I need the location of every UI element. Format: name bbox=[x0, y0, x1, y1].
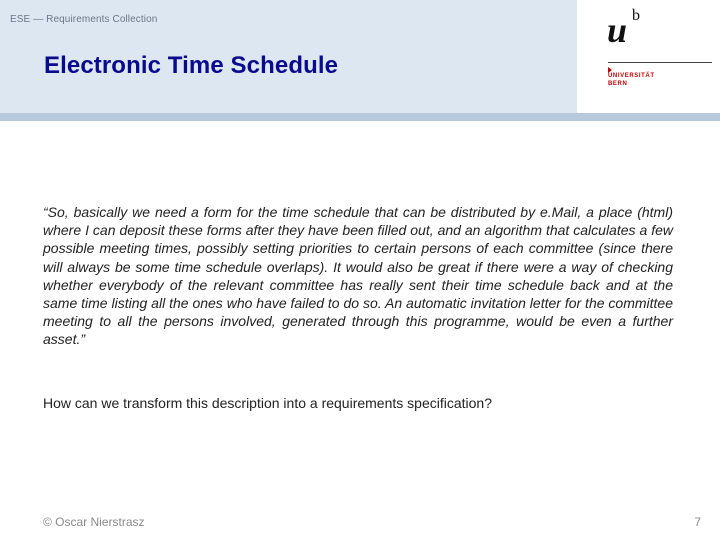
logo-wordmark bbox=[608, 72, 655, 88]
footer-page-number: 7 bbox=[694, 515, 701, 529]
logo-wordmark-line-1: UNIVERSITÄT bbox=[608, 73, 655, 79]
footer-author: © Oscar Nierstrasz bbox=[43, 515, 145, 529]
logo-letter-b: b bbox=[632, 7, 640, 24]
header-divider bbox=[0, 113, 720, 121]
customer-quote: “So, basically we need a form for the time schedule that can be distributed by e.Mail, a place (html) where I can deposit these forms after they have been filled out, and an algorithm that calculates a few possible meeting times, possibly setting priorities to certain persons of each committee (since there will always be some time schedule overlaps). It would also be great if there were a way of checking whether everybody of the relevant committee has really sent their time schedule back and at the same time listing all the ones who have failed to do so. An automatic invitation letter for the committee meeting to all the persons involved, generated through this programme, would be even a further asset.” bbox=[43, 204, 673, 348]
breadcrumb: ESE — Requirements Collection bbox=[10, 14, 158, 25]
logo-area bbox=[577, 0, 720, 113]
logo-rule bbox=[608, 62, 712, 63]
page-title: Electronic Time Schedule bbox=[44, 52, 339, 79]
logo-letter-u: u bbox=[607, 10, 628, 50]
logo-wordmark-line-2: BERN bbox=[608, 81, 628, 87]
guiding-question: How can we transform this description into a requirements specification? bbox=[43, 395, 492, 411]
